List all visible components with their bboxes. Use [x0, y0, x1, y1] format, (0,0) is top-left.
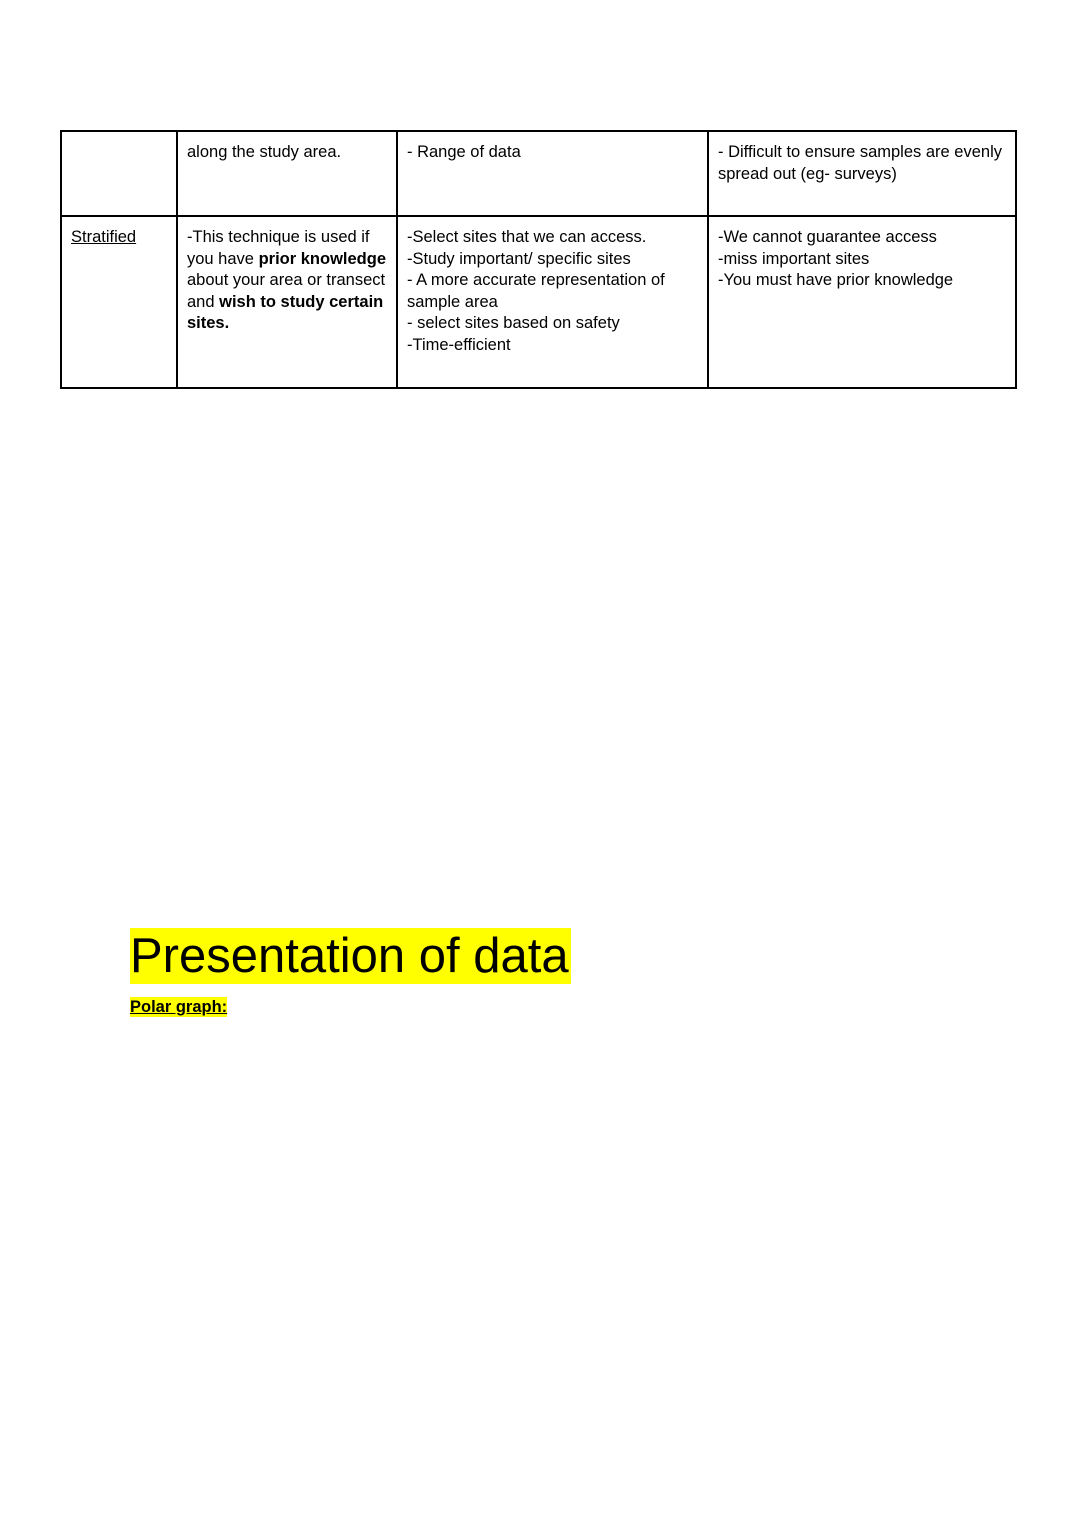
- description-cell: [177, 131, 397, 216]
- description-bold-text: prior knowledge: [258, 249, 386, 268]
- method-cell: [61, 216, 177, 388]
- description-cell: [177, 216, 397, 388]
- advantage-line: - A more accurate representation of: [407, 271, 665, 289]
- description-text: you have: [187, 249, 259, 268]
- disadvantage-line: -miss important sites: [718, 249, 870, 268]
- disadvantage-line: - Difficult to ensure samples are evenly: [718, 143, 1002, 161]
- method-name: Stratified: [71, 228, 137, 246]
- sampling-methods-table: [60, 130, 1017, 389]
- description-line: along the study area.: [187, 143, 342, 161]
- description-line: [187, 249, 387, 271]
- disadvantages-cell: [708, 216, 1016, 388]
- disadvantages-cell: [708, 131, 1016, 216]
- advantage-line: sample area: [407, 292, 498, 311]
- disadvantage-line: -We cannot guarantee access: [718, 228, 937, 246]
- subheading-wrap: [130, 997, 227, 1017]
- section-heading: Presentation of data: [130, 929, 569, 983]
- method-cell: [61, 131, 177, 216]
- subheading: Polar graph:: [130, 998, 228, 1016]
- advantage-line: -Study important/ specific sites: [407, 249, 631, 268]
- advantages-cell: [397, 216, 708, 388]
- advantage-line: - Range of data: [407, 143, 521, 161]
- disadvantage-line: -You must have prior knowledge: [718, 271, 954, 289]
- description-text: and: [187, 292, 220, 311]
- description-bold-line: sites.: [187, 314, 230, 332]
- table-row: [61, 131, 1016, 216]
- advantages-cell: [397, 131, 708, 216]
- description-line: about your area or transect: [187, 271, 386, 289]
- disadvantage-line: spread out (eg- surveys): [718, 164, 897, 183]
- table-row: [61, 216, 1016, 388]
- advantage-line: - select sites based on safety: [407, 314, 620, 332]
- advantage-line: -Select sites that we can access.: [407, 228, 647, 246]
- advantage-line: -Time-efficient: [407, 335, 511, 354]
- section-heading-wrap: [130, 928, 571, 984]
- description-line: -This technique is used if: [187, 228, 370, 246]
- description-line: [187, 292, 387, 314]
- description-bold-text: wish to study certain: [219, 292, 384, 311]
